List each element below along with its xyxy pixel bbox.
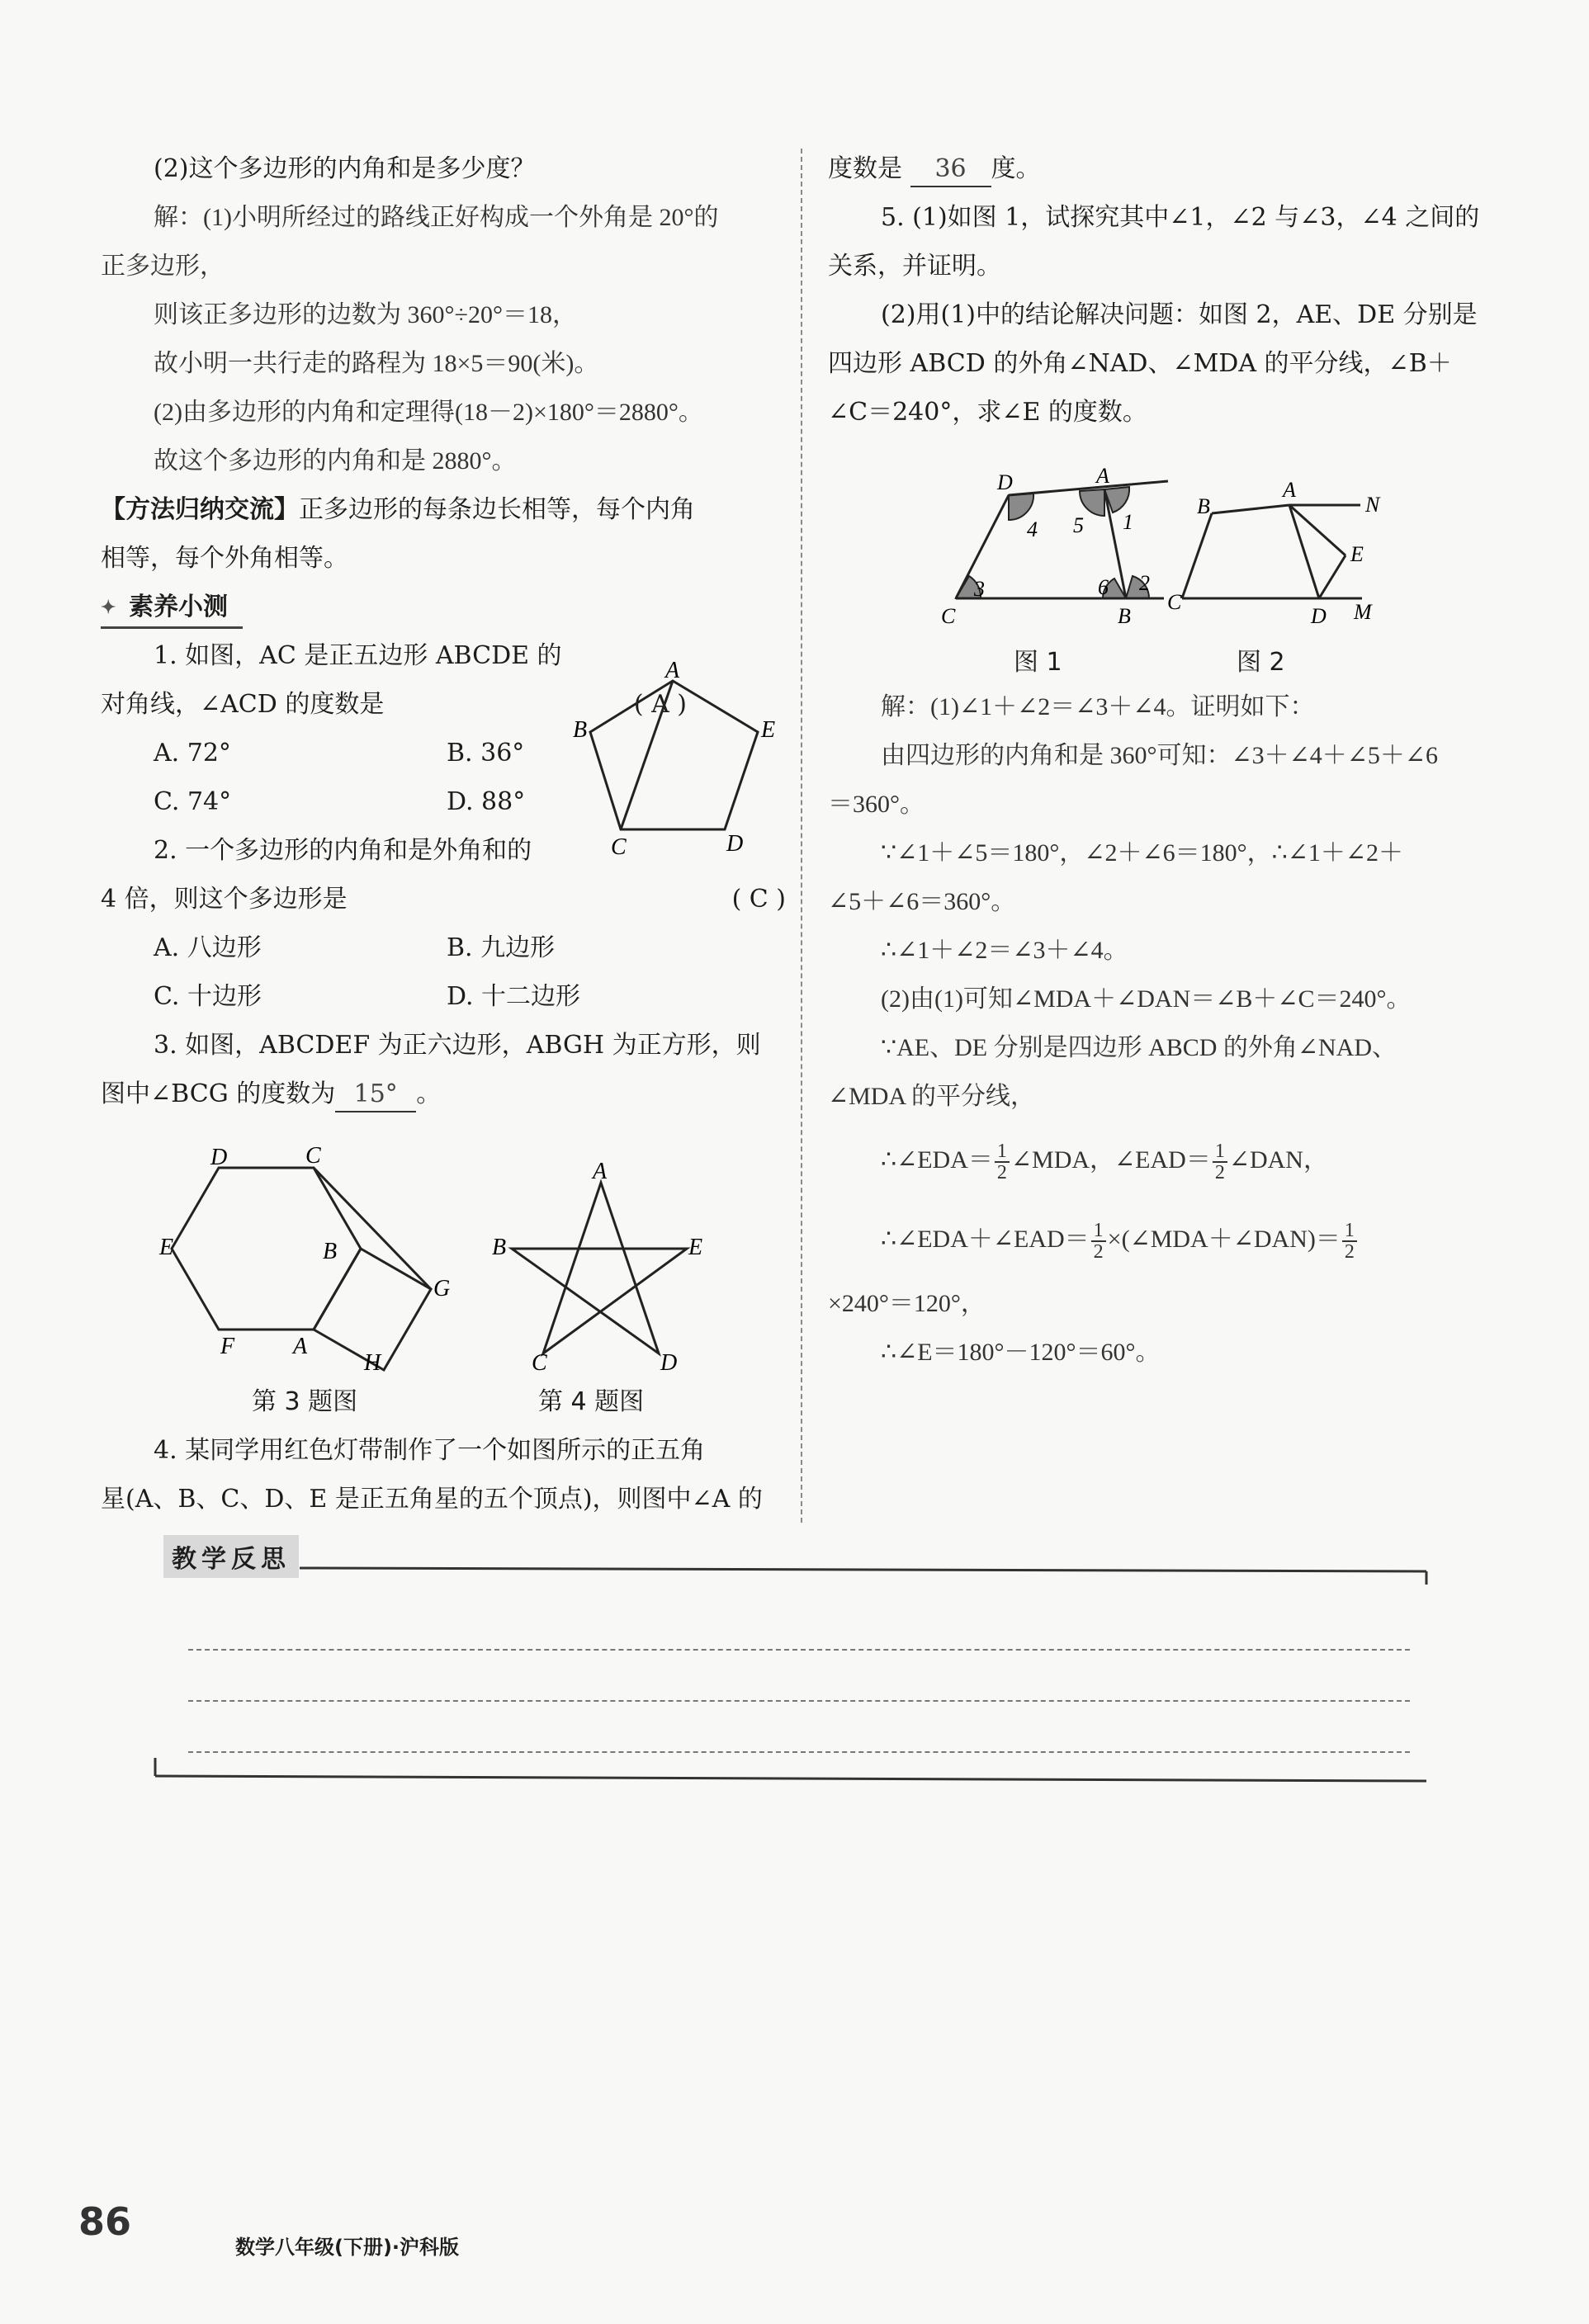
method-label: 【方法归纳交流】: [101, 495, 299, 524]
answer-4-blank: 36: [910, 153, 991, 187]
option-a: A. 八边形: [154, 933, 262, 962]
svg-text:C: C: [532, 1350, 547, 1376]
option-c: C. 十边形: [154, 982, 262, 1011]
fig3-caption: 第 3 题图: [252, 1387, 358, 1416]
star-figure: [492, 1159, 710, 1376]
pentagon-figure: [573, 658, 784, 860]
svg-text:A: A: [1096, 464, 1109, 488]
option-d: D. 十二边形: [447, 982, 581, 1011]
fraction: $\frac{1}{2}$: [1091, 1221, 1106, 1262]
fig1-caption: 图 1: [1014, 648, 1062, 677]
svg-text:A: A: [1283, 478, 1296, 502]
option-a: A. 72°: [154, 739, 231, 768]
writing-line: [188, 1700, 1410, 1702]
fig4-caption: 第 4 题图: [538, 1387, 645, 1416]
svg-text:2: 2: [1139, 571, 1150, 595]
problem-5-line: 四边形 ABCD 的外角∠NAD、∠MDA 的平分线，∠B＋: [828, 349, 1452, 378]
svg-text:C: C: [611, 834, 627, 860]
problem-1-line2: 对角线，∠ACD 的度数是 ( A ): [101, 680, 786, 729]
svg-text:N: N: [1365, 493, 1380, 517]
solution-line: ×240°＝120°，: [828, 1290, 986, 1317]
section-title: ✦ 素养小测: [101, 588, 243, 629]
options-row: [101, 972, 786, 1021]
fig2-caption: 图 2: [1237, 648, 1285, 677]
svg-text:G: G: [433, 1276, 451, 1301]
option-b: B. 36°: [447, 739, 525, 768]
answer-1: ( A ): [633, 690, 687, 719]
solution-line: 故这个多边形的内角和是 2880°。: [154, 447, 517, 475]
solution-line: 则该正多边形的边数为 360°÷20°＝18，: [154, 301, 577, 328]
solution-line-frac: ∴∠EDA＝ $\frac{1}{2}$ ∠MDA，∠EAD＝ $\frac{1}{2}$ ∠DAN，: [881, 1141, 1328, 1184]
solution-line: ∴∠E＝180°－120°＝60°。: [881, 1339, 1161, 1366]
solution-line: ∠MDA 的平分线，: [828, 1083, 1035, 1110]
problem-5-line: ∠C＝240°，求∠E 的度数。: [828, 398, 1147, 427]
solution-line: ∵∠1＋∠5＝180°，∠2＋∠6＝180°，∴∠1＋∠2＋: [881, 839, 1403, 867]
svg-text:4: 4: [1027, 517, 1038, 541]
svg-text:B: B: [1197, 494, 1210, 518]
svg-text:H: H: [364, 1350, 381, 1376]
problem-3-line: 3. 如图，ABCDEF 为正六边形，ABGH 为正方形，则: [154, 1031, 761, 1060]
svg-text:C: C: [305, 1143, 321, 1169]
answer-4-line: 度数是 36 度。: [828, 144, 1513, 193]
svg-text:E: E: [1350, 542, 1364, 566]
svg-text:D: D: [726, 831, 744, 857]
figure-2: [1167, 478, 1403, 635]
problem-2-line2: 4 倍，则这个多边形是 ( C ): [101, 875, 786, 923]
fraction: $\frac{1}{2}$: [1213, 1141, 1227, 1183]
svg-text:B: B: [573, 717, 588, 743]
problem-2-line: 2. 一个多边形的内角和是外角和的: [154, 836, 532, 865]
solution-line: (2)由多边形的内角和定理得(18－2)×180°＝2880°。: [154, 399, 703, 426]
svg-text:A: A: [665, 658, 680, 683]
method-text: 正多边形的每条边长相等，每个内角: [299, 495, 695, 524]
problem-3-line2: 图中∠BCG 的度数为 15° 。: [101, 1070, 786, 1118]
solution-line: 解：(1)小明所经过的路线正好构成一个外角是 20°的: [154, 204, 719, 231]
svg-text:F: F: [220, 1334, 235, 1359]
problem-4-line: 4. 某同学用红色灯带制作了一个如图所示的正五角: [154, 1436, 706, 1465]
method-text-cont: 相等，每个外角相等。: [101, 544, 348, 573]
hexagon-square-figure: [159, 1143, 451, 1376]
svg-text:E: E: [688, 1235, 703, 1260]
options-row: [101, 923, 786, 972]
svg-text:C: C: [941, 604, 956, 628]
solution-line: ∴∠1＋∠2＝∠3＋∠4。: [881, 937, 1128, 964]
option-d: D. 88°: [447, 787, 526, 816]
section-header: [101, 583, 786, 631]
svg-text:D: D: [210, 1145, 228, 1170]
writing-line: [188, 1751, 1410, 1753]
writing-line: [188, 1649, 1410, 1651]
svg-text:3: 3: [974, 577, 985, 601]
left-column: [101, 144, 786, 1118]
svg-text:B: B: [323, 1239, 338, 1264]
svg-text:C: C: [1167, 590, 1182, 614]
solution-line: ∵AE、DE 分别是四边形 ABCD 的外角∠NAD、: [881, 1034, 1397, 1061]
reflection-title: 教学反思: [163, 1535, 299, 1578]
svg-text:1: 1: [1123, 510, 1133, 534]
book-title: 数学八年级(下册)·沪科版: [235, 2236, 460, 2259]
svg-text:D: D: [1311, 604, 1327, 628]
answer-2: ( C ): [731, 885, 786, 914]
svg-text:E: E: [761, 717, 776, 743]
question-2-line: (2)这个多边形的内角和是多少度？: [154, 154, 536, 183]
right-column: [828, 144, 1513, 437]
svg-text:A: A: [293, 1334, 308, 1359]
problem-4-line2: 星(A、B、C、D、E 是正五角星的五个顶点)，则图中∠A 的: [101, 1485, 763, 1514]
solution-line: 由四边形的内角和是 360°可知：∠3＋∠4＋∠5＋∠6: [881, 742, 1439, 769]
solution-line: 正多边形，: [101, 253, 225, 280]
svg-text:6: 6: [1098, 575, 1109, 599]
solution-line: (2)由(1)可知∠MDA＋∠DAN＝∠B＋∠C＝240°。: [881, 985, 1412, 1013]
svg-text:D: D: [660, 1350, 678, 1376]
svg-text:E: E: [159, 1235, 174, 1260]
solution-line: ＝360°。: [828, 791, 925, 818]
page-number: 86: [78, 2199, 132, 2244]
left-column-bottom: [101, 1426, 786, 1523]
svg-text:5: 5: [1073, 513, 1084, 537]
figure-1: [916, 458, 1180, 631]
svg-text:B: B: [492, 1235, 507, 1260]
right-solution: [828, 683, 1513, 1377]
svg-text:B: B: [1118, 604, 1131, 628]
solution-line-frac: ∴∠EDA＋∠EAD＝ $\frac{1}{2}$ ×(∠MDA＋∠DAN)＝ $\frac{1}{2}$: [828, 1200, 1513, 1279]
problem-1-line: 1. 如图，AC 是正五边形 ABCDE 的: [154, 641, 562, 670]
answer-3-blank: 15°: [335, 1078, 416, 1112]
svg-text:A: A: [593, 1159, 608, 1184]
fraction: $\frac{1}{2}$: [1342, 1221, 1357, 1262]
method-summary: [101, 485, 786, 534]
problem-5-line: 5. (1)如图 1，试探究其中∠1，∠2 与∠3，∠4 之间的: [881, 203, 1480, 232]
solution-line: ∠5＋∠6＝360°。: [828, 888, 1016, 915]
svg-text:M: M: [1354, 600, 1372, 624]
problem-5-line: (2)用(1)中的结论解决问题：如图 2，AE、DE 分别是: [881, 300, 1478, 329]
problem-5-line: 关系，并证明。: [828, 252, 1001, 281]
svg-text:D: D: [997, 470, 1013, 494]
fraction: $\frac{1}{2}$: [995, 1141, 1010, 1183]
option-c: C. 74°: [154, 787, 232, 816]
column-divider: [801, 149, 802, 1523]
solution-line: 解：(1)∠1＋∠2＝∠3＋∠4。证明如下：: [881, 693, 1315, 720]
option-b: B. 九边形: [447, 933, 556, 962]
solution-line: 故小明一共行走的路程为 18×5＝90(米)。: [154, 350, 599, 377]
